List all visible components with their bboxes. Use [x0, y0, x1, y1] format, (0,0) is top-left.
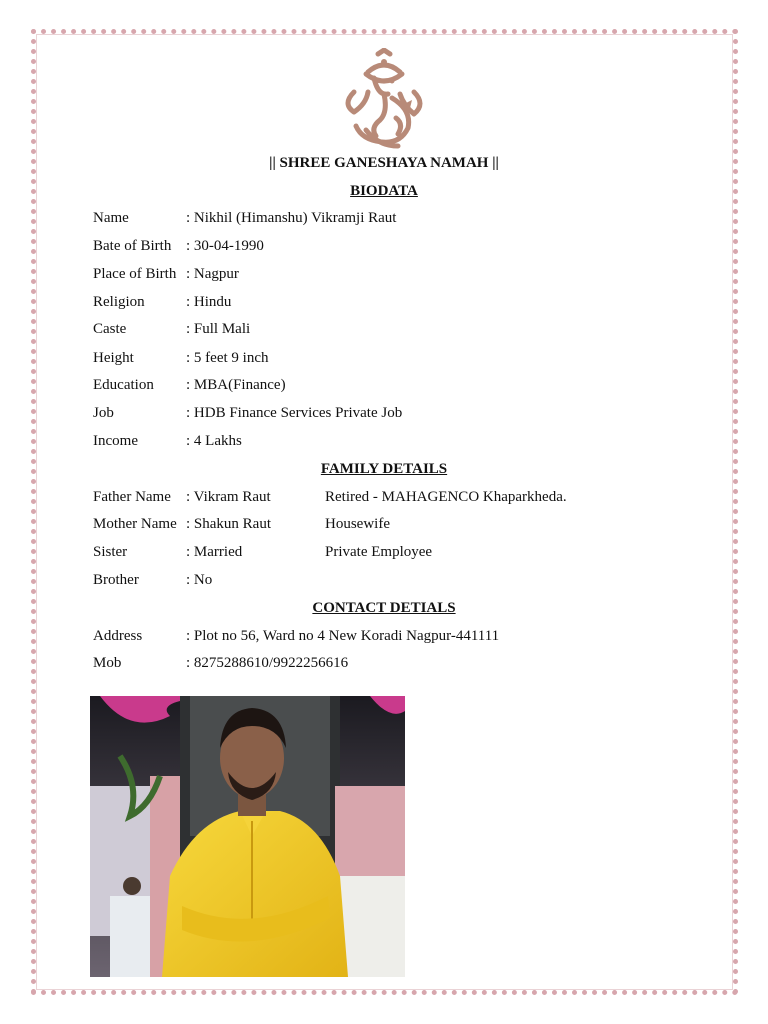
- row-value: : Vikram Raut: [186, 489, 271, 505]
- row-value: : 5 feet 9 inch: [186, 350, 269, 366]
- row-value: : 8275288610/9922256616: [186, 655, 349, 671]
- invocation-text: || SHREE GANESHAYA NAMAH ||: [269, 155, 499, 171]
- biodata-title: BIODATA: [350, 183, 418, 199]
- profile-photo-illustration: [90, 696, 405, 977]
- row-label: Mob: [93, 655, 122, 671]
- row-label: Job: [93, 405, 114, 421]
- row-label: Brother: [93, 572, 139, 588]
- row-value: : Hindu: [186, 294, 232, 310]
- row-value: : Plot no 56, Ward no 4 New Koradi Nagpur-441111: [186, 628, 500, 644]
- row-label: Place of Birth: [93, 266, 177, 282]
- row-value: : No: [186, 572, 213, 588]
- row-label: Caste: [93, 321, 127, 337]
- row-value: : 30-04-1990: [186, 238, 264, 254]
- row-value: : Shakun Raut: [186, 516, 271, 532]
- row-value: : HDB Finance Services Private Job: [186, 405, 403, 421]
- row-label: Height: [93, 350, 134, 366]
- row-value: : Nagpur: [186, 266, 239, 282]
- contact-details-title: CONTACT DETIALS: [312, 600, 456, 616]
- row-label: Religion: [93, 294, 145, 310]
- row-note: Private Employee: [325, 544, 433, 560]
- row-label: Income: [93, 433, 138, 449]
- row-label: Address: [93, 628, 143, 644]
- row-note: Housewife: [325, 516, 390, 532]
- row-label: Sister: [93, 544, 128, 560]
- row-label: Name: [93, 210, 129, 226]
- family-details-title: FAMILY DETAILS: [320, 461, 448, 477]
- row-value: : 4 Lakhs: [186, 433, 242, 449]
- row-note: Retired - MAHAGENCO Khaparkheda.: [325, 489, 567, 505]
- row-label: Father Name: [93, 489, 171, 505]
- row-value: : Nikhil (Himanshu) Vikramji Raut: [186, 210, 397, 226]
- row-label: Education: [93, 377, 154, 393]
- row-value: : Married: [186, 544, 243, 560]
- profile-photo: [90, 696, 405, 977]
- row-label: Mother Name: [93, 516, 177, 532]
- ganesha-icon: [338, 48, 430, 150]
- row-value: : Full Mali: [186, 321, 251, 337]
- row-label: Bate of Birth: [93, 238, 172, 254]
- row-value: : MBA(Finance): [186, 377, 286, 393]
